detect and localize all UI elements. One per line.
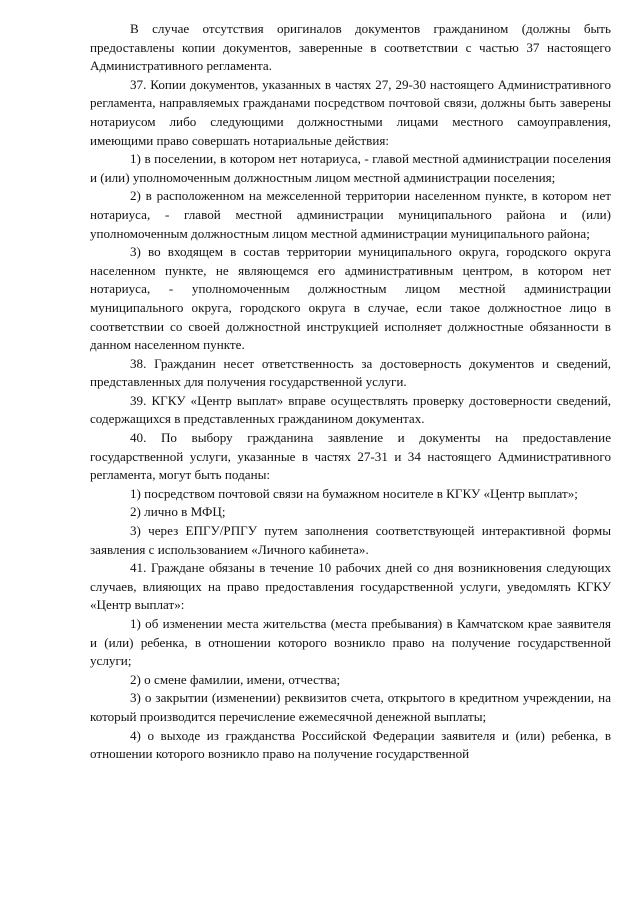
paragraph-37-item-3: 3) во входящем в состав территории муниципального округа, городского округа населенном пункте, не являющемся его административным центром, в котором нет нотариуса, - уполномоченным должностным лицом местной администрации муниципального округа, городского округа в случае, если такое должностное лицо в соответствии со своей должностной инструкцией исполняет должностные обязанности в данном населенном пункте. [90,244,611,353]
paragraph-39: 39. КГКУ «Центр выплат» вправе осуществлять проверку достоверности сведений, содержащихся в представленных гражданином документах. [90,392,611,427]
paragraph-41-item-3: 3) о закрытии (изменении) реквизитов счета, открытого в кредитном учреждении, на который производится перечисление ежемесячной денежной выплаты; [90,690,611,724]
paragraph-40: 40. По выбору гражданина заявление и документы на предоставление государственной услуги, указанные в частях 27-31 и 34 настоящего Административного регламента, могут быть поданы: [90,430,611,483]
paragraph-41: 41. Граждане обязаны в течение 10 рабочих дней со дня возникновения следующих случаев, влияющих на право предоставления государственной услуги, уведомлять КГКУ «Центр выплат»: [90,560,611,613]
paragraph-37-item-2: 2) в расположенном на межселенной территории населенном пункте, в котором нет нотариуса, - главой местной администрации муниципального района и (или) уполномоченным должностным лицом местной администрации муниципального района; [90,188,611,241]
paragraph-38: 38. Гражданин несет ответственность за достоверность документов и сведений, представленных для получения государственной услуги. [90,355,611,390]
paragraph-40-item-1: 1) посредством почтовой связи на бумажном носителе в КГКУ «Центр выплат»; [130,485,578,501]
paragraph-41-item-1: 1) об изменении места жительства (места пребывания) в Камчатском крае заявителя и (или) ребенка, в отношении которого возникло право на получение государственной услуги; [90,616,611,669]
paragraph-41-item-2: 2) о смене фамилии, имени, отчества; [130,671,341,687]
paragraph-40-item-2: 2) лично в МФЦ; [130,504,226,520]
paragraph-40-item-3: 3) через ЕПГУ/РПГУ путем заполнения соответствующей интерактивной формы заявления с использованием «Личного кабинета». [90,523,611,557]
paragraph-41-item-4: 4) о выходе из гражданства Российской Федерации заявителя и (или) ребенка, в отношении которого возникло право на получение государственной [90,727,611,762]
document-page [90,20,611,764]
paragraph-37-item-1: 1) в поселении, в котором нет нотариуса, - главой местной администрации поселения и (или) уполномоченным должностным лицом местной администрации поселения; [90,151,611,185]
paragraph-original-documents-note: В случае отсутствия оригиналов документов гражданином (должны быть предоставлены копии документов, заверенные в соответствии с частью 37 настоящего Административного регламента. [90,21,611,74]
paragraph-37: 37. Копии документов, указанных в частях 27, 29-30 настоящего Административного регламента, направляемых гражданами посредством почтовой связи, должны быть заверены нотариусом либо следующими должностными лицами местного самоуправления, имеющими право совершать нотариальные действия: [90,76,611,148]
